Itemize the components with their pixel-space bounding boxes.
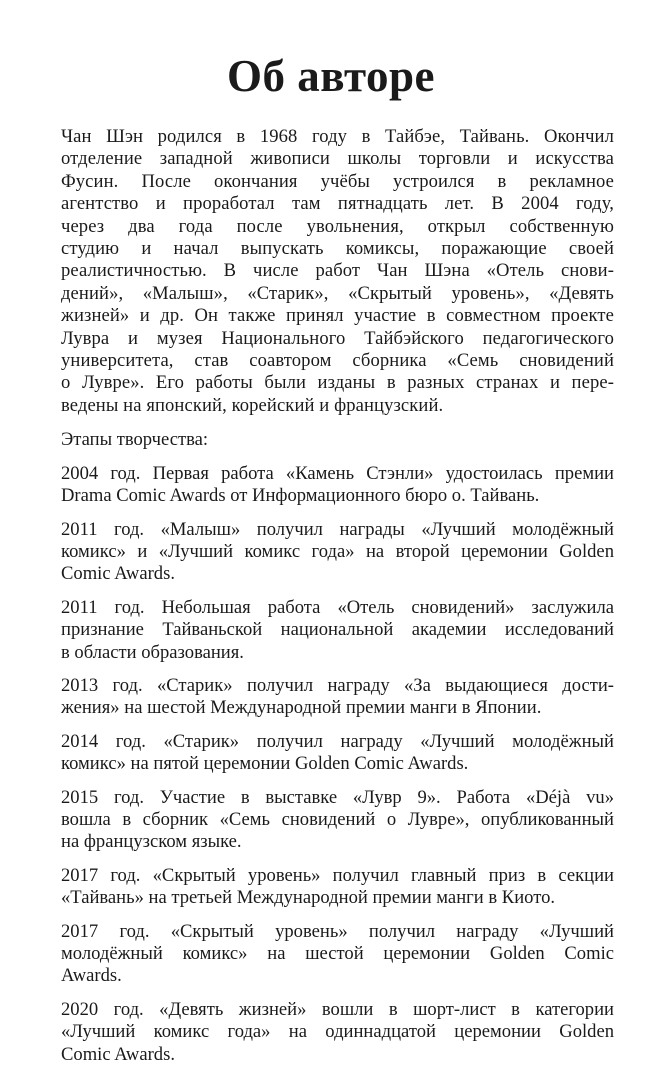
stage-line: 2020 год. «Девять жизней» вошли в шорт-лист в категории [61, 998, 614, 1020]
page [48, 0, 614, 1066]
stage-entry [48, 787, 614, 854]
stage-line: Awards. [61, 965, 122, 987]
stage-line: комикс» на пятой церемонии Golden Comic Awards. [61, 753, 469, 775]
stage-line: 2015 год. Участие в выставке «Лувр 9». Работа «Déjà vu» [61, 786, 614, 808]
stage-line: «Лучший комикс года» на одиннадцатой церемонии Golden [61, 1021, 614, 1043]
intro-line: ведены на японский, корейский и французский. [61, 394, 444, 416]
intro-line: студию и начал выпускать комиксы, поражающие своей [61, 238, 614, 260]
intro-line: через два года после увольнения, открыл собственную [61, 215, 614, 237]
stage-line: 2014 год. «Старик» получил награду «Лучший молодёжный [61, 730, 614, 752]
stage-line: комикс» и «Лучший комикс года» на второй церемонии Golden [61, 540, 614, 562]
stage-line: 2013 год. «Старик» получил награду «За выдающиеся дости- [61, 674, 614, 696]
stage-line: признание Тайваньской национальной академии исследований [61, 619, 614, 641]
intro-line: агентство и проработал там пятнадцать лет. В 2004 году, [61, 193, 614, 215]
stage-line: Comic Awards. [61, 1043, 175, 1065]
stage-line: «Тайвань» на третьей Международной премии манги в Киото. [61, 887, 556, 909]
stage-entry [48, 865, 614, 910]
stage-entry [48, 999, 614, 1066]
stage-entry [48, 731, 614, 776]
intro-paragraph [48, 126, 614, 417]
intro-line: Лувра и музея Национального Тайбэйского педагогического [61, 327, 614, 349]
stage-line: 2011 год. Небольшая работа «Отель сновидений» заслужила [61, 596, 614, 618]
stage-entry [48, 463, 614, 508]
stage-entry [48, 597, 614, 664]
stage-line: вошла в сборник «Семь сновидений о Лувре», опубликованный [61, 808, 614, 830]
stage-entry [48, 519, 614, 586]
intro-line: университета, став соавтором сборника «Семь сновидений [61, 350, 614, 372]
stage-line: Drama Comic Awards от Информационного бюро о. Тайвань. [61, 485, 540, 507]
intro-line: отделение западной живописи школы торговли и искусства [61, 148, 614, 170]
intro-line: о Лувре». Его работы были изданы в разных странах и пере- [61, 372, 614, 394]
stage-line: жения» на шестой Международной премии манги в Японии. [61, 697, 542, 719]
stage-line: 2004 год. Первая работа «Камень Стэнли» удостоилась премии [61, 462, 614, 484]
stage-line: молодёжный комикс» на шестой церемонии Golden Comic [61, 943, 614, 964]
intro-line: дений», «Малыш», «Старик», «Скрытый уровень», «Девять [61, 282, 614, 304]
stage-line: 2017 год. «Скрытый уровень» получил награду «Лучший [61, 920, 614, 942]
intro-line: Фусин. После окончания учёбы устроился в рекламное [61, 170, 614, 192]
stage-line: на французском языке. [61, 831, 242, 853]
stage-line: 2017 год. «Скрытый уровень» получил главный приз в секции [61, 864, 614, 886]
page-title: Об авторе [227, 51, 435, 101]
stage-entry [48, 675, 614, 720]
stage-line: в области образования. [61, 641, 244, 663]
stage-entry [48, 921, 614, 988]
intro-line: жизней» и др. Он также принял участие в совместном проекте [61, 305, 614, 327]
stage-line: Comic Awards. [61, 563, 175, 585]
intro-line: Чан Шэн родился в 1968 году в Тайбэе, Тайвань. Окончил [61, 126, 614, 147]
stages-heading: Этапы творчества: [61, 429, 209, 451]
intro-line: реалистичностью. В числе работ Чан Шэна «Отель снови- [61, 260, 614, 282]
stage-line: 2011 год. «Малыш» получил награды «Лучший молодёжный [61, 518, 614, 540]
